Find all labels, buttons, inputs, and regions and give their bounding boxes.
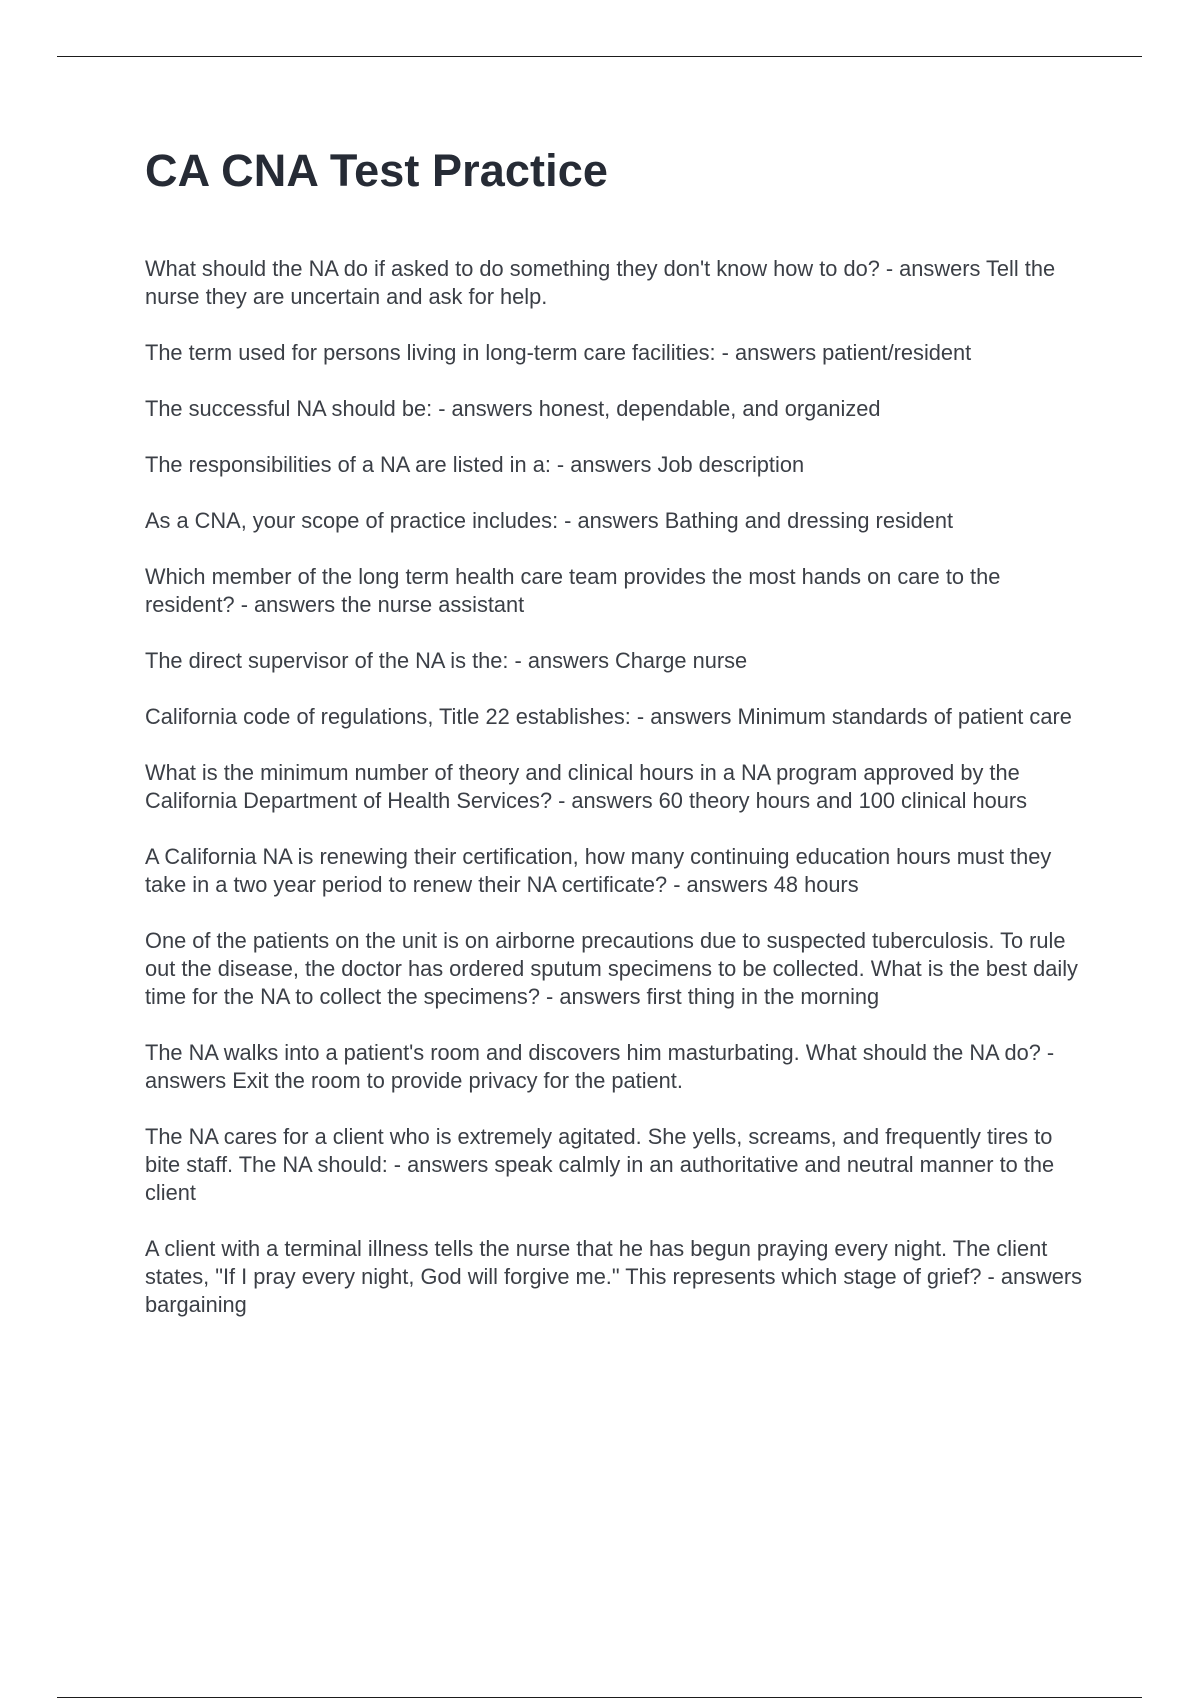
- qa-item: What is the minimum number of theory and clinical hours in a NA program approved by the California Department of Health Services? - answers 60 theory hours and 100 clinical hours: [145, 760, 1028, 813]
- bottom-divider: [57, 1697, 1142, 1698]
- qa-item: The NA walks into a patient's room and discovers him masturbating. What should the NA do? - answers Exit the room to provide privacy for the patient.: [145, 1040, 1055, 1093]
- qa-item: The successful NA should be: - answers honest, dependable, and organized: [145, 396, 881, 421]
- qa-list: [145, 255, 1090, 1347]
- qa-item: The term used for persons living in long-term care facilities: - answers patient/resident: [145, 340, 972, 365]
- qa-item: What should the NA do if asked to do something they don't know how to do? - answers Tell the nurse they are uncertain and ask for help.: [145, 256, 1056, 309]
- top-divider: [57, 56, 1142, 57]
- qa-item: The responsibilities of a NA are listed in a: - answers Job description: [145, 452, 805, 477]
- qa-item: A client with a terminal illness tells the nurse that he has begun praying every night. The client states, "If I pray every night, God will forgive me." This represents which stage of grief? - answers bargaining: [145, 1236, 1082, 1317]
- qa-item: A California NA is renewing their certification, how many continuing education hours must they take in a two year period to renew their NA certificate? - answers 48 hours: [145, 844, 1052, 897]
- qa-item: California code of regulations, Title 22 establishes: - answers Minimum standards of patient care: [145, 704, 1072, 729]
- qa-item: As a CNA, your scope of practice includes: - answers Bathing and dressing resident: [145, 508, 954, 533]
- qa-item: One of the patients on the unit is on airborne precautions due to suspected tuberculosis. To rule out the disease, the doctor has ordered sputum specimens to be collected. What is the best daily time for the NA to collect the specimens? - answers first thing in the morning: [145, 928, 1078, 1009]
- qa-item: Which member of the long term health care team provides the most hands on care to the resident? - answers the nurse assistant: [145, 564, 1001, 617]
- qa-item: The direct supervisor of the NA is the: - answers Charge nurse: [145, 648, 748, 673]
- page-title: CA CNA Test Practice: [145, 145, 608, 196]
- qa-item: The NA cares for a client who is extremely agitated. She yells, screams, and frequently tires to bite staff. The NA should: - answers speak calmly in an authoritative and neutral manner to the client: [145, 1124, 1055, 1205]
